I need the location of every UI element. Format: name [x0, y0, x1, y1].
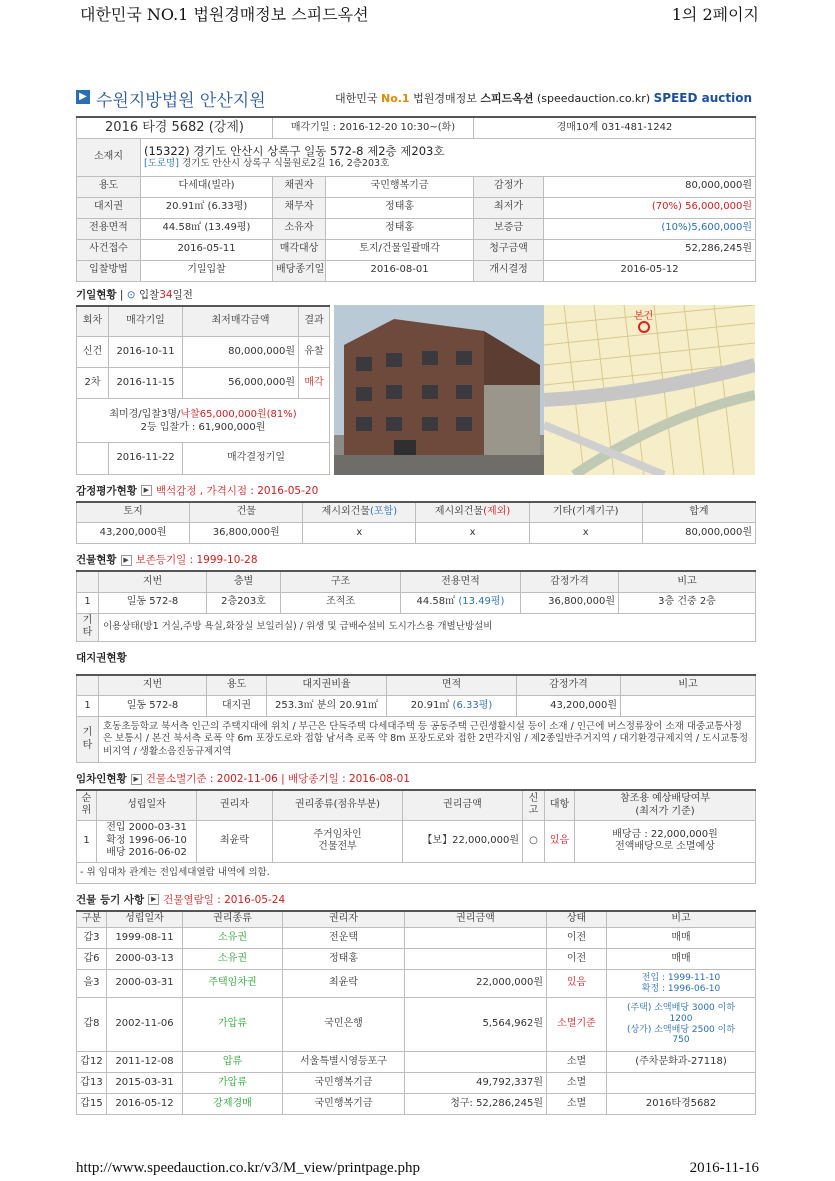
auction-row: 2016-11-22 매각결정기일 — [77, 443, 330, 474]
address-label: 소재지 — [77, 138, 141, 176]
road-tag: [도로명] — [144, 158, 179, 170]
print-header — [80, 2, 759, 24]
play-icon: ▶ — [121, 555, 132, 566]
winning-bid-info: 최미경/입찰3명/낙찰65,000,000원(81%) 2등 입찰가 : 61,900,000원 — [77, 399, 330, 443]
document-body — [76, 84, 756, 1115]
arrow-icon: ▶ — [76, 90, 90, 104]
auction-row: 신건 2016-10-11 80,000,000원 유찰 — [77, 337, 330, 368]
auction-area — [76, 305, 756, 475]
auction-history-table: 회차 매각기일 최저매각금액 결과 신건 2016-10-11 80,000,000원 유찰 2차 2016-11-15 56,000,000원 매각 최미경/입찰3명/낙찰65,000,000원(81%) 2등 입찰가 : 61,900,000원 2016-11-22 매각결정기일 — [76, 305, 330, 475]
building-etc: 이용상태(방1 거실,주방 욕실,화장실 보일러실) / 위생 및 급배수설비 도시가스용 개별난방설비 — [99, 613, 756, 641]
land-section-title: 대지권현황 — [76, 651, 127, 664]
map-label: 본건 — [634, 310, 654, 322]
case-row: 전용면적 44.58㎡ (13.49평) 소유자 정태홍 보증금 (10%)5,600,000원 — [77, 218, 756, 239]
sale-date: 매각기일 : 2016-12-20 10:30~(화) — [273, 117, 474, 138]
address-cell — [141, 138, 756, 176]
case-number: 2016 타경 5682 (강제) — [77, 117, 273, 138]
registry-section-title: 건물 등기 사항 ▶ 건물열람일 : 2016-05-24 — [76, 893, 286, 906]
tenant-row: 1 전입 2000-03-31 확정 1996-06-10 배당 2016-06-02 최윤락 주거임차인 건물전부 【보】22,000,000원 ○ 있음 배당금 : 22,000,000원 전액배당으로 소멸예상 — [77, 820, 756, 862]
court-dept: 경매10계 031-481-1242 — [474, 117, 756, 138]
location-map — [544, 305, 755, 475]
registry-row: 갑8 2002-11-06 가압류 국민은행 5,564,962원 소멸기준 (주택) 소액배당 3000 이하 1200 (상가) 소액배당 2500 이하 750 — [77, 998, 756, 1052]
address-text: (15322) 경기도 안산시 상록구 일동 572-8 제2층 제203호 — [144, 143, 445, 158]
registry-row: 을3 2000-03-31 주택임차권 최윤락 22,000,000원 있음 전입 : 1999-11-10 확정 : 1996-06-10 — [77, 970, 756, 998]
print-header-title: 대한민국 NO.1 법원경매정보 스피드옥션 — [80, 5, 369, 24]
court-name: 수원지방법원 안산지원 — [96, 91, 266, 111]
page-url[interactable]: http://www.speedauction.co.kr/v3/M_view/printpage.php — [76, 1160, 420, 1176]
building-image — [334, 305, 544, 475]
land-row: 1 일동 572-8 대지권 253.3㎡ 분의 20.91㎡ 20.91㎡ (6.33평) 43,200,000원 — [77, 696, 756, 717]
tenant-note: - 위 임대차 관계는 전입세대열람 내역에 의함. — [77, 862, 756, 883]
registry-row: 갑6 2000-03-13 소유권 정태홍 이전 매매 — [77, 949, 756, 970]
building-row: 1 일동 572-8 2층203호 조적조 44.58㎡ (13.49평) 36,800,000원 3층 건중 2층 — [77, 592, 756, 613]
tenant-table: 순위 성립일자 권리자 권리종류(점유부분) 권리금액 신고 대항 참조용 예상배당여부 (최저가 기준) 1 전입 2000-03-31 확정 1996-06-10 배당 2016-06-02 최윤락 주거임차인 건물전부 【보】22,000,000원 ○ 있음 배당금 : 22,000,000원 전액배당으로 소멸예상 - 위 임대차 관계는 전입세대열람 내역에 의함. — [76, 789, 756, 884]
building-photo — [334, 305, 544, 475]
building-table: 지번 층별 구조 전용면적 감정가격 비고 1 일동 572-8 2층203호 조적조 44.58㎡ (13.49평) 36,800,000원 3층 건중 2층 기타 이용상태(방1 거실,주방 욕실,화장실 보일러실) / 위생 및 급배수설비 도시가스용 개별난방설비 — [76, 570, 756, 642]
print-page-count: 1의 2페이지 — [671, 5, 759, 24]
land-etc: 호동초등학교 북서측 인근의 주택지대에 위치 / 부근은 단독주택 다세대주택 등 공동주택 근린생활시설 등이 소재 / 인근에 버스정류장이 소재 대중교통사정은 보통시 / 본건 북서측 로폭 약 6m 포장도로와 접함 남서측 로폭 약 8m 포장도로와 접한 2면각지임 / 제2종일반주거지역 / 대기환경규제지역 / 도시교통정비지역 / 생활소음진동규제지역 — [99, 717, 756, 763]
land-table: 지번 용도 대지권비율 면적 감정가격 비고 1 일동 572-8 대지권 253.3㎡ 분의 20.91㎡ 20.91㎡ (6.33평) 43,200,000원 기타 호동초등학교 북서측 인근의 주택지대에 위치 / 부근은 단독주택 다세대주택 등 공동주택 근린생활시설 등이 소재 / 인근에 버스정류장이 소재 대중교통사정은 보통시 / 본건 북서측 로폭 약 6m 포장도로와 접함 남서측 로폭 약 8m 포장도로와 접한 2면각지임 / 제2종일반주거지역 / 대기환경규제지역 / 도시교통정비지역 / 생활소음진동규제지역 — [76, 674, 756, 764]
appraisal-table: 토지 건물 제시외건물(포함) 제시외건물(제외) 기타(기계기구) 합계 43,200,000원 36,800,000원 x x x 80,000,000원 — [76, 501, 756, 545]
court-title-bar — [76, 84, 756, 112]
play-icon: ▶ — [131, 774, 142, 785]
clock-icon: ⊙ — [126, 288, 136, 301]
appraisal-row: 43,200,000원 36,800,000원 x x x 80,000,000원 — [77, 523, 756, 544]
auction-section-title: 기일현황 | ⊙ 입찰34일전 — [76, 288, 193, 301]
tenant-section-title: 임차인현황 ▶ 건물소멸기준 : 2002-11-06 | 배당종기일 : 2016-08-01 — [76, 773, 410, 785]
case-row: 용도 다세대(빌라) 채권자 국민행복기금 감정가 80,000,000원 — [77, 176, 756, 197]
registry-row: 갑12 2011-12-08 압류 서울특별시영등포구 소멸 (주차문화과-27118) — [77, 1052, 756, 1073]
case-row: 대지권 20.91㎡ (6.33평) 채무자 정태홍 최저가 (70%) 56,000,000원 — [77, 197, 756, 218]
case-row: 사건접수 2016-05-11 매각대상 토지/건물일괄매각 청구금액 52,286,245원 — [77, 239, 756, 260]
auction-row: 2차 2016-11-15 56,000,000원 매각 — [77, 368, 330, 399]
case-row: 입찰방법 기일입찰 배당종기일 2016-08-01 개시결정 2016-05-12 — [77, 260, 756, 281]
appraisal-section-title: 감정평가현황 ▶ 백석감정 , 가격시점 : 2016-05-20 — [76, 484, 319, 497]
building-section-title: 건물현황 ▶ 보존등기일 : 1999-10-28 — [76, 554, 258, 566]
registry-row: 갑13 2015-03-31 가압류 국민행복기금 49,792,337원 소멸 — [77, 1073, 756, 1094]
print-date: 2016-11-16 — [689, 1160, 759, 1176]
registry-table: 구분 성립일자 권리종류 권리자 권리금액 상태 비고 갑3 1999-08-11 소유권 전운택 이전 매매 갑6 2000-03-13 소유권 정태홍 이전 매매 을3 2000-03-31 주택임차권 최윤락 22,000,000원 있음 전입 : 1999-11-10 확정 : 1996-06-10 갑8 2002-11-06 가압류 국민은행 5,564,962원 소멸기준 (주택) 소액배당 3000 이하 1200 (상가) 소액배당 2500 이하 750 갑12 2011-12-08 압류 서울특별시영등포구 소멸 (주차문화과-27118) 갑13 2015-03-31 가압류 국민행복기금 49,792,337원 소멸 갑15 2016-05-12 강제경매 국민행복기금 청구: 52,286,245원 소멸 2016타경5682 — [76, 910, 756, 1116]
registry-row: 갑3 1999-08-11 소유권 전운택 이전 매매 — [77, 928, 756, 949]
registry-row: 갑15 2016-05-12 강제경매 국민행복기금 청구: 52,286,245원 소멸 2016타경5682 — [77, 1094, 756, 1115]
play-icon: ▶ — [148, 894, 159, 905]
map-image — [544, 305, 755, 475]
case-summary-table — [76, 116, 756, 282]
speedauction-logo: 대한민국 No.1 법원경매정보 스피드옥션 (speedauction.co.kr) SPEED auction — [334, 91, 752, 105]
road-address: 경기도 안산시 상록구 식물원로2길 16, 2층203호 — [181, 158, 390, 170]
play-icon: ▶ — [141, 485, 152, 496]
